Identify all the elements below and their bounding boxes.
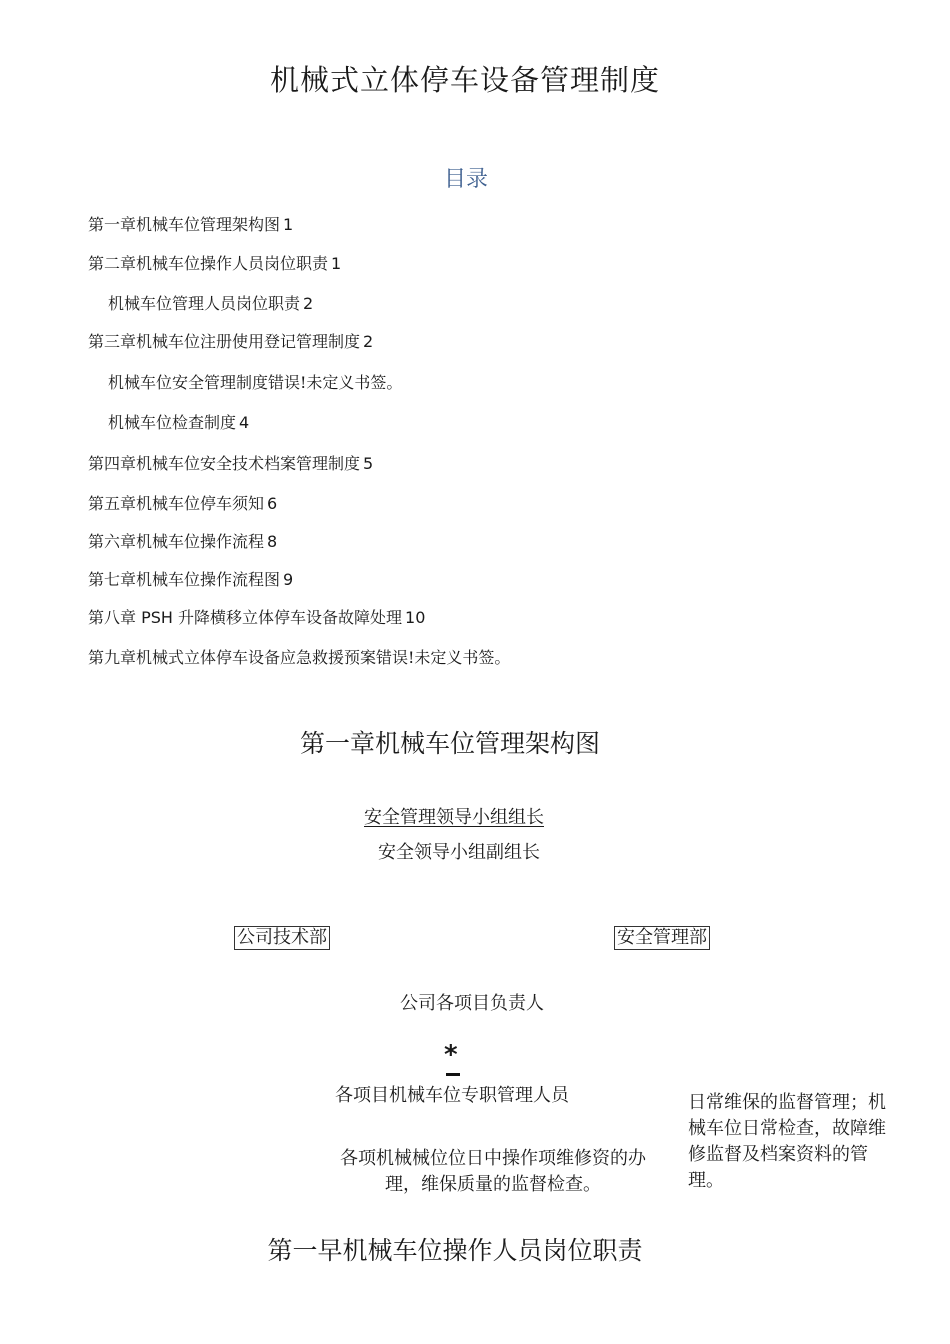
toc-entry-page: 1	[331, 254, 342, 273]
chapter-title: 第一早机械车位操作人员岗位职责	[267, 1236, 643, 1265]
connector-line	[446, 1073, 460, 1076]
org-safety-dept-node: 安全管理部	[614, 926, 710, 950]
chapter-title: 第一章机械车位管理架构图	[299, 729, 600, 758]
connector-star-icon: *	[444, 1040, 458, 1070]
toc-entry-text: 第六章机械车位操作流程	[88, 532, 265, 551]
org-duty-right-note: 日常维保的监督管理；机械车位日常检查，故障维修监督及档案资料的管理。	[688, 1092, 886, 1191]
toc-entry-page: 5	[363, 454, 374, 473]
toc-heading: 目录	[443, 167, 488, 192]
toc-entry-text: 机械车位检查制度	[108, 413, 237, 432]
org-dedicated-staff-node: 各项目机械车位专职管理人员	[335, 1085, 569, 1106]
toc-entry-text: 第四章机械车位安全技术档案管理制度	[88, 454, 361, 473]
toc-entry-page: 9	[283, 570, 294, 589]
toc-entry-text: 机械车位安全管理制度错误!未定义书签。	[108, 373, 403, 392]
toc-entry[interactable]	[88, 491, 277, 514]
toc-entry[interactable]	[108, 410, 249, 433]
toc-entry-text: 第一章机械车位管理架构图	[88, 215, 281, 234]
org-deputy-node: 安全领导小组副组长	[378, 842, 540, 863]
toc-entry[interactable]	[88, 451, 373, 474]
toc-entry[interactable]	[88, 605, 425, 628]
toc-entry[interactable]	[88, 329, 373, 352]
toc-entry-text: 第七章机械车位操作流程图	[88, 570, 281, 589]
toc-entry-text: 第九章机械式立体停车设备应急救援预案错误!未定义书签。	[88, 648, 511, 667]
org-duty-left-note: 各项机械械位位日中操作项维修资的办理，维保质量的监督检查。	[340, 1148, 646, 1195]
toc-entry-text: 第八章 PSH 升降横移立体停车设备故障处理	[88, 608, 403, 627]
toc-entry[interactable]	[88, 251, 341, 274]
toc-entry-page: 6	[267, 494, 278, 513]
toc-entry[interactable]	[88, 529, 277, 552]
toc-entry-text: 第二章机械车位操作人员岗位职责	[88, 254, 329, 273]
toc-entry[interactable]	[108, 370, 402, 393]
toc-entry-page: 2	[303, 294, 314, 313]
toc-entry-text: 第三章机械车位注册使用登记管理制度	[88, 332, 361, 351]
toc-entry-text: 第五章机械车位停车须知	[88, 494, 265, 513]
toc-entry-page: 2	[363, 332, 374, 351]
org-tech-dept-node: 公司技术部	[234, 926, 330, 950]
document-title: 机械式立体停车设备管理制度	[269, 63, 660, 97]
toc-entry-page: 1	[283, 215, 294, 234]
toc-entry-page: 4	[239, 413, 250, 432]
toc-entry[interactable]	[88, 567, 293, 590]
toc-entry[interactable]	[88, 212, 293, 235]
toc-entry[interactable]	[88, 645, 510, 668]
toc-entry-page: 10	[405, 608, 426, 627]
toc-entry[interactable]	[108, 291, 313, 314]
org-leader-node: 安全管理领导小组组长	[364, 807, 544, 828]
toc-entry-text: 机械车位管理人员岗位职责	[108, 294, 301, 313]
toc-entry-page: 8	[267, 532, 278, 551]
org-project-heads-node: 公司各项目负责人	[400, 993, 544, 1014]
